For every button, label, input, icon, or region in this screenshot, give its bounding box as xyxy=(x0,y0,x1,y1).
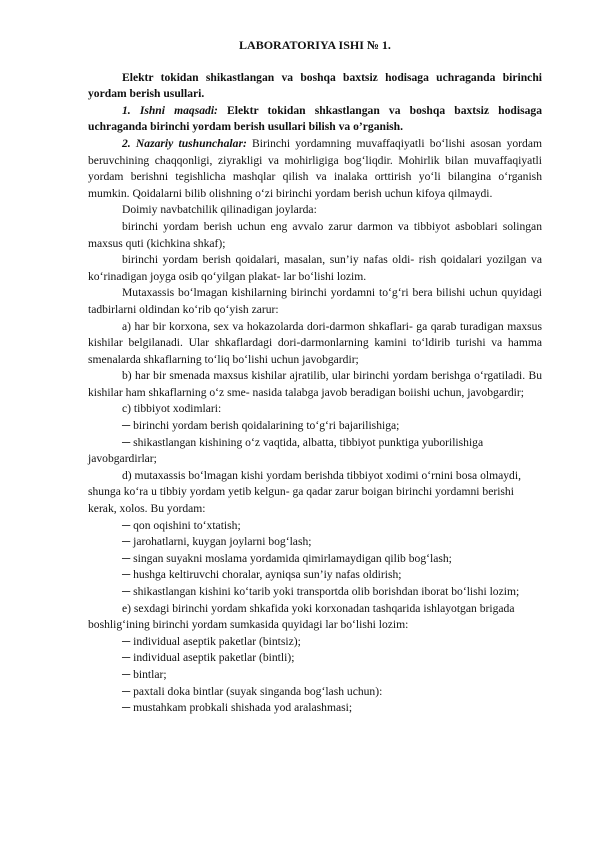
paragraph: a) har bir korxona, sex va hokazolarda dori-darmon shkaflari- ga qarab turadigan maxsus kishilar belgilanadi. Ular shkaflardagi dori-darmonlarning kamini to‘ldirib turishi va hamma smenalarda shkaflarning to‘liq bo‘lishi uchun javobgardir; xyxy=(88,319,542,366)
paragraph: birinchi yordam berish qoidalari, masalan, sun’iy nafas oldi- rish qoidalari yozilgan va ko‘rinadigan joyga osib qo‘yilgan plakat- lar bo‘lishi lozim. xyxy=(88,253,542,283)
aim-label: 1. Ishni maqsadi: xyxy=(122,103,218,117)
paragraph: e) sexdagi birinchi yordam shkafida yoki korxonadan tashqarida ishlayotgan brigada boshlig‘ining birinchi yordam sumkasida quyidagi lar bo‘lishi lozim: xyxy=(88,601,515,632)
list-item: ─ bintlar; xyxy=(122,667,167,681)
aim-paragraph xyxy=(88,103,542,136)
list-item: ─ individual aseptik paketlar (bintsiz); xyxy=(122,634,301,648)
list-item: ─ jarohatlarni, kuygan joylarni bog‘lash; xyxy=(122,535,312,549)
list-item: ─ singan suyakni moslama yordamida qimirlamaydigan qilib bog‘lash; xyxy=(122,551,452,565)
theory-label: 2. Nazariy tushunchalar: xyxy=(122,136,247,150)
list-item: ─ shikastlangan kishini ko‘tarib yoki transportda olib borishdan iborat bo‘lishi lozim; xyxy=(122,585,520,598)
list-item: ─ birinchi yordam berish qoidalarining to‘g‘ri bajarilishiga; xyxy=(122,419,400,433)
list-item: ─ qon oqishini to‘xtatish; xyxy=(122,518,241,532)
document-page xyxy=(88,37,542,717)
theory-text: Birinchi yordamning muvaffaqiyatli bo‘lishi asosan yordam beruvchining chaqqonligi, ziyrakligi va mohirligiga bog‘liqdir. Mohirlik bilan muvaffaqiyatli yordam berishni tegishlicha mashqlar qilish va inalaka orttirish yo‘li bilangina o‘rganish mumkin. Qoidalarni bilib olishning o‘zi birinchi yordam berish uchun kifoya qilmaydi. xyxy=(88,136,542,200)
section-heading: Elektr tokidan shikastlangan va boshqa baxtsiz hodisaga uchraganda birinchi yordam berish usullari. xyxy=(88,70,542,101)
list-item: ─ hushga keltiruvchi choralar, ayniqsa sun’iy nafas oldirish; xyxy=(122,568,402,582)
paragraph: Doimiy navbatchilik qilinadigan joylarda: xyxy=(122,203,317,217)
document-title: LABORATORIYA ISHI № 1. xyxy=(239,38,391,52)
list-item: ─ paxtali doka bintlar (suyak singanda bog‘lash uchun): xyxy=(122,684,383,698)
aim-text: Elektr tokidan shkastlangan va boshqa baxtsiz hodisaga uchraganda birinchi yordam berish usullari bilish va o’rganish. xyxy=(88,103,542,134)
paragraph: b) har bir smenada maxsus kishilar ajratilib, ular birinchi yordam berishga o‘rgatiladi. Bu kishilar ham shkaflarning o‘z sme- nasida talabga javob beradigan boiishi uchun, javobgardir; xyxy=(88,369,542,399)
list-item: ─ shikastlangan kishining o‘z vaqtida, albatta, tibbiyot punktiga yuborilishiga javobgardirlar; xyxy=(88,435,484,466)
list-item: ─ individual aseptik paketlar (bintli); xyxy=(122,651,295,665)
paragraph: d) mutaxassis bo‘lmagan kishi yordam berishda tibbiyot xodimi o‘rnini bosa olmaydi, shunga ko‘ra u tibbiy yordam yetib kelgun- ga qadar zarur boigan birinchi yordamni berishi kerak, xolos. Bu yordam: xyxy=(88,468,521,516)
paragraph: c) tibbiyot xodimlari: xyxy=(122,402,222,416)
list-item: ─ mustahkam probkali shishada yod aralashmasi; xyxy=(122,701,353,715)
theory-paragraph xyxy=(88,136,542,202)
paragraph: Mutaxassis bo‘lmagan kishilarning birinchi yordamni to‘g‘ri bera bilishi uchun quyidagi tadbirlarni oldindan ko‘rib qo‘yish zarur: xyxy=(88,286,542,316)
paragraph: birinchi yordam berish uchun eng avvalo zarur darmon va tibbiyot asboblari solingan maxsus quti (kichkina shkaf); xyxy=(88,219,542,250)
